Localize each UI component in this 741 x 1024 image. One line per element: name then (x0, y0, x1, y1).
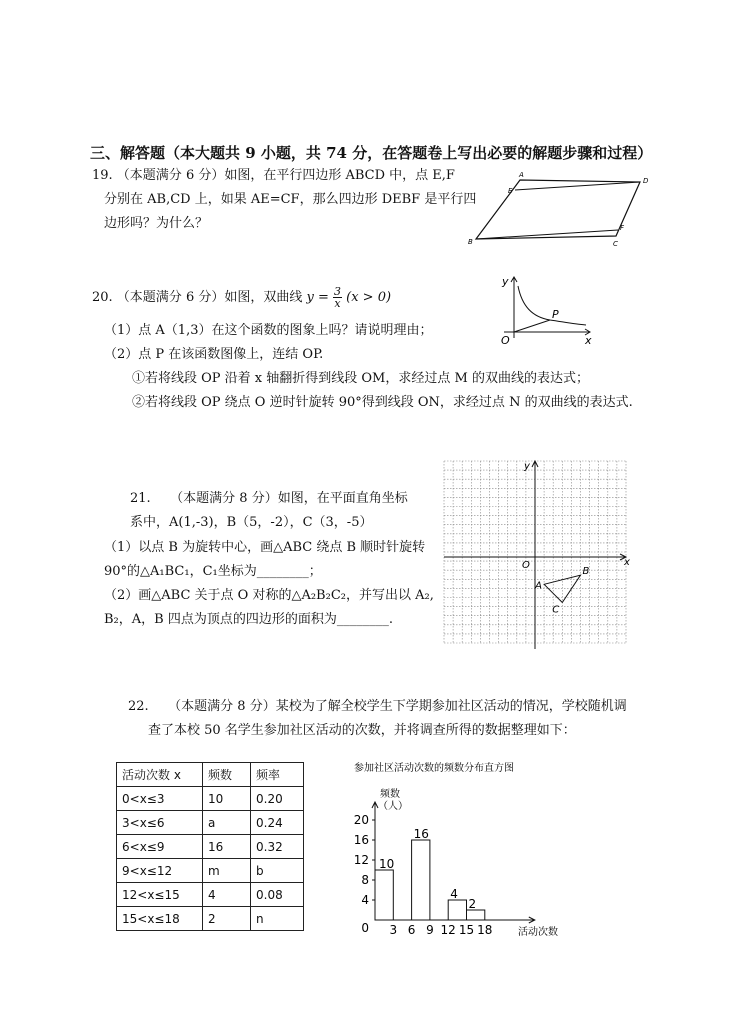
chart-x-tick-label: 15 (458, 923, 475, 937)
grid-label-B: B (582, 566, 590, 578)
chart-title: 参加社区活动次数的频数分布直方图 (354, 763, 514, 774)
table-cell: 6<x≤9 (117, 835, 203, 859)
table-header-cell: 频数 (203, 763, 251, 787)
chart-data-label: 16 (413, 827, 429, 841)
table-row (117, 787, 304, 811)
coordinate-grid-figure (440, 455, 635, 655)
chart-y-tick-label: 12 (353, 853, 369, 867)
grid-label-C: C (552, 604, 560, 616)
graph-label-O: O (501, 334, 510, 347)
chart-y-tick-label: 0 (361, 921, 369, 935)
chart-y-tick-label: 16 (353, 833, 369, 847)
chart-ylabel-unit: （人） (378, 801, 408, 812)
grid-label-y: y (524, 461, 530, 472)
label-D: D (643, 177, 649, 185)
label-A: A (519, 171, 524, 179)
q20-formula-num: 3 (334, 285, 341, 298)
hyperbola-figure (494, 272, 598, 348)
table-cell: 0.32 (251, 835, 304, 859)
chart-data-label: 10 (379, 857, 395, 871)
table-cell: 2 (203, 907, 251, 931)
graph-label-y: y (502, 275, 509, 288)
chart-bar (375, 870, 393, 920)
table-cell: a (203, 811, 251, 835)
q20-intro (92, 286, 391, 309)
table-cell: 10 (203, 787, 251, 811)
q19-line1: 19. （本题满分 6 分）如图，在平行四边形 ABCD 中，点 E,F (92, 168, 455, 183)
chart-x-tick-label: 12 (440, 923, 456, 937)
graph-label-x: x (585, 334, 592, 347)
label-F: F (620, 224, 625, 232)
table-cell: 12<x≤15 (117, 883, 203, 907)
q19-line3: 边形吗？为什么？ (104, 216, 209, 231)
table-row (117, 859, 304, 883)
table-header-cell: 活动次数 x (117, 763, 203, 787)
segment-op (514, 320, 550, 332)
table-cell: 0.20 (251, 787, 304, 811)
table-cell: 4 (203, 883, 251, 907)
grid-label-x: x (624, 557, 630, 568)
table-row (117, 907, 304, 931)
q22-line2: 查了本校 50 名学生参加社区活动的次数，并将调查所得的数据整理如下： (148, 723, 576, 738)
table-cell: 9<x≤12 (117, 859, 203, 883)
q19-line2: 分别在 AB,CD 上，如果 AE=CF，那么四边形 DEBF 是平行四 (104, 192, 477, 207)
chart-x-tick-label: 3 (389, 923, 398, 937)
grid-label-A: A (535, 580, 542, 592)
chart-xlabel: 活动次数 (518, 927, 558, 938)
segment-ed (515, 182, 640, 190)
chart-data-label: 4 (450, 887, 458, 901)
grid-label-O: O (522, 560, 530, 571)
chart-bar (412, 840, 430, 920)
chart-x-tick-label: 18 (477, 923, 493, 937)
q20-formula-cond: (x > 0) (346, 290, 392, 305)
table-cell: m (203, 859, 251, 883)
table-cell: 16 (203, 835, 251, 859)
chart-axes (372, 802, 535, 923)
q21-line6: B₂，A，B 四点为顶点的四边形的面积为________. (104, 612, 393, 627)
table-cell: 3<x≤6 (117, 811, 203, 835)
q21-line3: （1）以点 B 为旋转中心，画△ABC 绕点 B 顺时针旋转 (104, 540, 426, 555)
table-row (117, 883, 304, 907)
chart-y-tick-label: 20 (353, 813, 369, 827)
frequency-table (116, 762, 304, 931)
chart-bars (375, 827, 485, 920)
histogram-chart (350, 755, 590, 945)
label-B: B (468, 238, 473, 246)
table-cell: 0<x≤3 (117, 787, 203, 811)
q20-formula-den: x (334, 297, 341, 310)
section-heading: 三、解答题（本大题共 9 小题，共 74 分，在答题卷上写出必要的解题步骤和过程） (90, 144, 653, 162)
q20-formula-fraction (333, 286, 342, 309)
table-header-row (117, 763, 304, 787)
chart-bar (448, 900, 466, 920)
table-cell: 0.08 (251, 883, 304, 907)
graph-label-P: P (552, 308, 559, 321)
chart-y-tick-label: 4 (361, 893, 369, 907)
table-row (117, 835, 304, 859)
chart-data-label: 2 (468, 897, 477, 911)
chart-bar (467, 910, 485, 920)
q20-formula-lhs: y = (306, 290, 329, 305)
table-cell: b (251, 859, 304, 883)
chart-x-tick-label: 6 (407, 923, 416, 937)
table-header-cell: 频率 (251, 763, 304, 787)
parallelogram-figure (460, 168, 660, 250)
table-cell: 15<x≤18 (117, 907, 203, 931)
table-cell: n (251, 907, 304, 931)
table-cell: 0.24 (251, 811, 304, 835)
q21-line2: 系中，A(1,-3)，B（5，-2），C（3，-5） (130, 515, 373, 530)
chart-x-tick-label: 9 (426, 923, 434, 937)
label-E: E (508, 187, 513, 195)
q21-line1: 21. （本题满分 8 分）如图，在平面直角坐标 (130, 491, 408, 506)
chart-ylabel: 频数 (380, 789, 400, 800)
q20-sub1: ①若将线段 OP 沿着 x 轴翻折得到线段 OM，求经过点 M 的双曲线的表达式； (132, 371, 589, 386)
chart-y-tick-label: 8 (361, 873, 369, 887)
q21-line4: 90°的△A₁BC₁，C₁坐标为________； (104, 564, 322, 579)
label-C: C (613, 240, 618, 248)
table-row (117, 811, 304, 835)
q20-intro-text: 20. （本题满分 6 分）如图，双曲线 (92, 290, 303, 305)
q22-line1: 22. （本题满分 8 分）某校为了解全校学生下学期参加社区活动的情况，学校随机调 (128, 699, 627, 714)
q21-line5: （2）画△ABC 关于点 O 对称的△A₂B₂C₂，并写出以 A₂, (104, 588, 434, 603)
q20-sub2: ②若将线段 OP 绕点 O 逆时针旋转 90°得到线段 ON，求经过点 N 的双曲线的表达式. (132, 395, 633, 410)
q20-part1: （1）点 A（1,3）在这个函数的图象上吗？请说明理由； (104, 323, 433, 338)
q20-part2: （2）点 P 在该函数图像上，连结 OP. (104, 347, 324, 362)
